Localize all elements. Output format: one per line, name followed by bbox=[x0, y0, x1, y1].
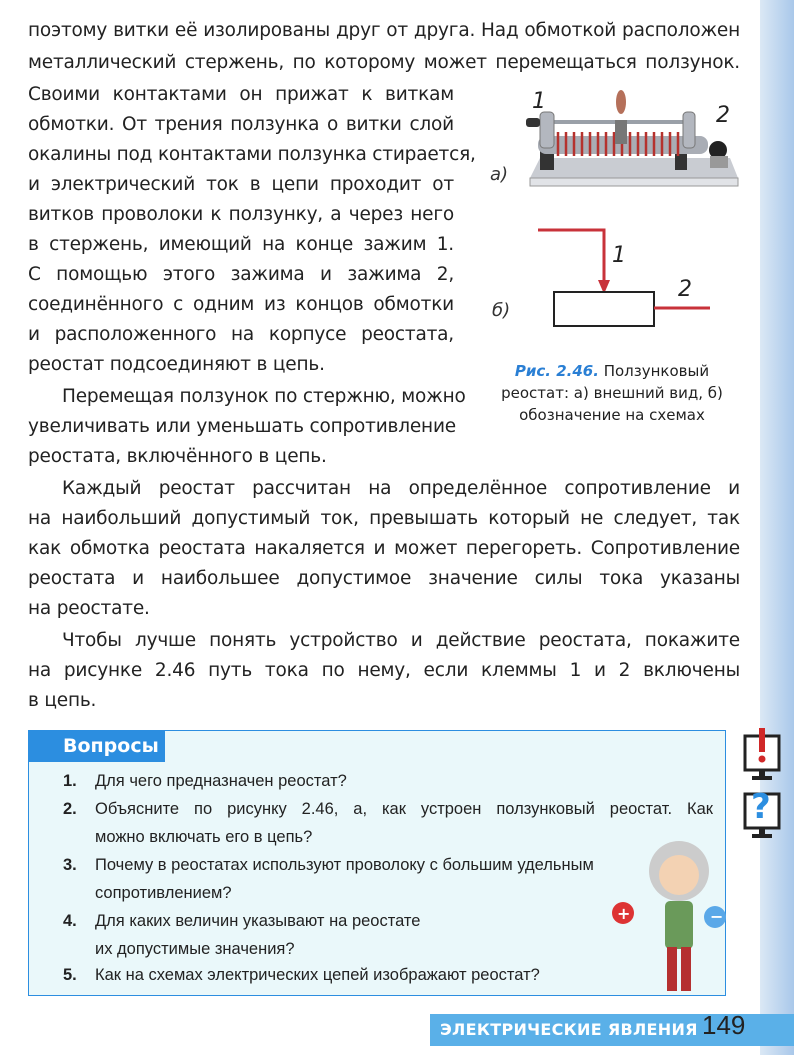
question-number: 2. bbox=[63, 800, 77, 818]
body-text-line: реостата, включённого в цепь. bbox=[28, 446, 327, 467]
svg-text:−: − bbox=[710, 907, 724, 926]
body-text-line: С помощью этого зажима и зажима 2, bbox=[28, 264, 454, 285]
question-number: 3. bbox=[63, 856, 77, 874]
body-text-line: в стержень, имеющий на конце зажим 1. bbox=[28, 234, 454, 255]
body-text-line: увеличивать или уменьшать сопротивление bbox=[28, 416, 456, 437]
body-text-line: и электрический ток в цепи проходит от bbox=[28, 174, 454, 195]
question-number: 4. bbox=[63, 912, 77, 930]
question-monitor-icon[interactable] bbox=[743, 784, 783, 842]
body-text-line: на реостате. bbox=[28, 598, 150, 619]
body-text-line: витков проволоки к ползунку, а через него bbox=[28, 204, 454, 225]
body-text-line: окалины под контактами ползунка стирается, bbox=[28, 144, 476, 165]
body-text-line: Чтобы лучше понять устройство и действие реостата, покажите bbox=[62, 630, 740, 651]
footer-section-title: ЭЛЕКТРИЧЕСКИЕ ЯВЛЕНИЯ bbox=[440, 1020, 698, 1039]
body-text-line: как обмотка реостата накаляется и может перегореть. Сопротивление bbox=[28, 538, 740, 559]
question-text: Почему в реостатах используют проволоку с большим удельным bbox=[95, 856, 594, 874]
svg-text:+: + bbox=[617, 904, 631, 923]
terminal-1-label: 1 bbox=[532, 89, 546, 114]
body-text-line: Перемещая ползунок по стержню, можно bbox=[62, 386, 466, 407]
body-text-line: металлический стержень, по которому может перемещаться ползунок. bbox=[28, 52, 740, 73]
figure-caption: Рис. 2.46. Ползунковый реостат: а) внешний вид, б) обозначение на схемах bbox=[501, 362, 723, 424]
body-text-line: и расположенного на корпусе реостата, bbox=[28, 324, 454, 345]
question-text: сопротивлением? bbox=[95, 884, 232, 902]
figure-b-label: б) bbox=[492, 300, 511, 321]
terminal-2-label: 2 bbox=[716, 103, 730, 128]
body-text-line: в цепь. bbox=[28, 690, 97, 711]
body-text-line: на наибольший допустимый ток, превышать который не следует, так bbox=[28, 508, 740, 529]
body-text-line: реостата и наибольшее допустимое значение силы тока указаны bbox=[28, 568, 740, 589]
question-number: 5. bbox=[63, 966, 77, 984]
question-text: Как на схемах электрических цепей изображают реостат? bbox=[95, 966, 540, 984]
body-text-line: поэтому витки её изолированы друг от друга. Над обмоткой расположен bbox=[28, 20, 740, 41]
question-text: Объясните по рисунку 2.46, а, как устроен ползунковый реостат. Как bbox=[95, 800, 713, 818]
question-number: 1. bbox=[63, 772, 77, 790]
question-text: можно включать его в цепь? bbox=[95, 828, 313, 846]
attention-monitor-icon[interactable] bbox=[743, 726, 783, 784]
figure-a-label: а) bbox=[490, 164, 509, 185]
svg-text:?: ? bbox=[751, 787, 771, 827]
rheostat-figure bbox=[480, 80, 770, 350]
question-text: Для чего предназначен реостат? bbox=[95, 772, 347, 790]
schematic-2-label: 2 bbox=[678, 277, 692, 302]
body-text-line: обмотки. От трения ползунка о витки слой bbox=[28, 114, 454, 135]
questions-title: Вопросы bbox=[29, 731, 165, 762]
body-text-line: Каждый реостат рассчитан на определённое сопротивление и bbox=[62, 478, 740, 499]
body-text-line: на рисунке 2.46 путь тока по нему, если клеммы 1 и 2 включены bbox=[28, 660, 740, 681]
body-text-line: соединённого с одним из концов обмотки bbox=[28, 294, 454, 315]
schematic-1-label: 1 bbox=[612, 243, 626, 268]
scientist-mascot-illustration bbox=[601, 831, 731, 1001]
page-number: 149 bbox=[702, 1010, 746, 1040]
body-text-line: реостат подсоединяют в цепь. bbox=[28, 354, 325, 375]
question-text: их допустимые значения? bbox=[95, 940, 295, 958]
body-text-line: Своими контактами он прижат к виткам bbox=[28, 84, 454, 105]
questions-box bbox=[28, 730, 726, 996]
question-text: Для каких величин указывают на реостате bbox=[95, 912, 421, 930]
